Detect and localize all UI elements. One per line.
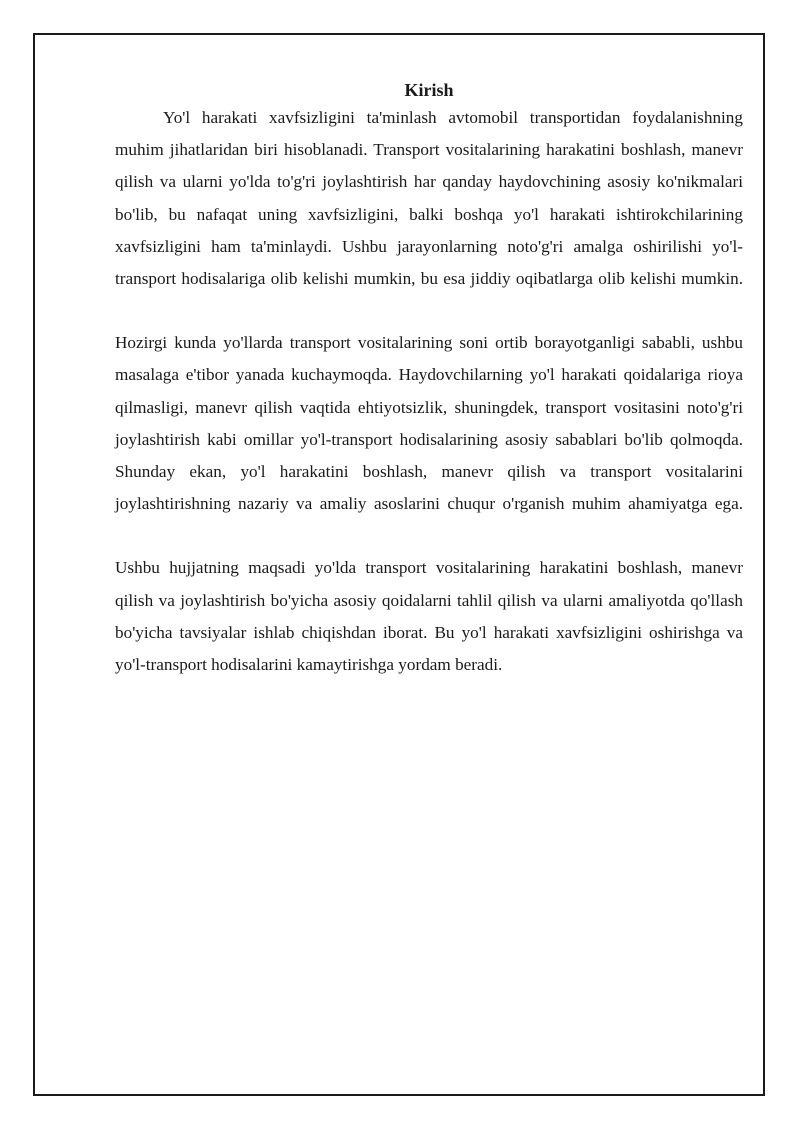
paragraph-spacer [115,295,743,327]
document-body [115,76,743,681]
paragraph-spacer [115,520,743,552]
document-title: Kirish [404,80,454,100]
paragraph-2: Hozirgi kunda yo'llarda transport vositalarining soni ortib borayotganligi sababli, ushbu masalaga e'tibor yanada kuchaymoqda. Haydovchilarning yo'l harakati qoidalariga rioya qilmasligi, manevr qilish vaqtida ehtiyotsizlik, shuningdek, transport vositasini noto'g'ri joylashtirish kabi omillar yo'l-transport hodisalarining asosiy sabablari bo'lib qolmoqda. Shunday ekan, yo'l harakatini boshlash, manevr qilish va transport vositalarini joylashtirishning nazariy va amaliy asoslarini chuqur o'rganish muhim ahamiyatga ega. [115,333,743,514]
paragraph-3: Ushbu hujjatning maqsadi yo'lda transport vositalarining harakatini boshlash, manevr qilish va joylashtirish bo'yicha asosiy qoidalarni tahlil qilish va ularni amaliyotda qo'llash bo'yicha tavsiyalar ishlab chiqishdan iborat. Bu yo'l harakati xavfsizligini oshirishga va yo'l-transport hodisalarini kamaytirishga yordam beradi. [115,558,743,675]
paragraph-1: Yo'l harakati xavfsizligini ta'minlash avtomobil transportidan foydalanishning muhim jihatlaridan biri hisoblanadi. Transport vositalarining harakatini boshlash, manevr qilish va ularni yo'lda to'g'ri joylashtirish har qanday haydovchining asosiy ko'nikmalari bo'lib, bu nafaqat uning xavfsizligini, balki boshqa yo'l harakati ishtirokchilarining xavfsizligini ham ta'minlaydi. Ushbu jarayonlarning noto'g'ri amalga oshirilishi yo'l-transport hodisalariga olib kelishi mumkin, bu esa jiddiy oqibatlarga olib kelishi mumkin. [115,108,743,289]
